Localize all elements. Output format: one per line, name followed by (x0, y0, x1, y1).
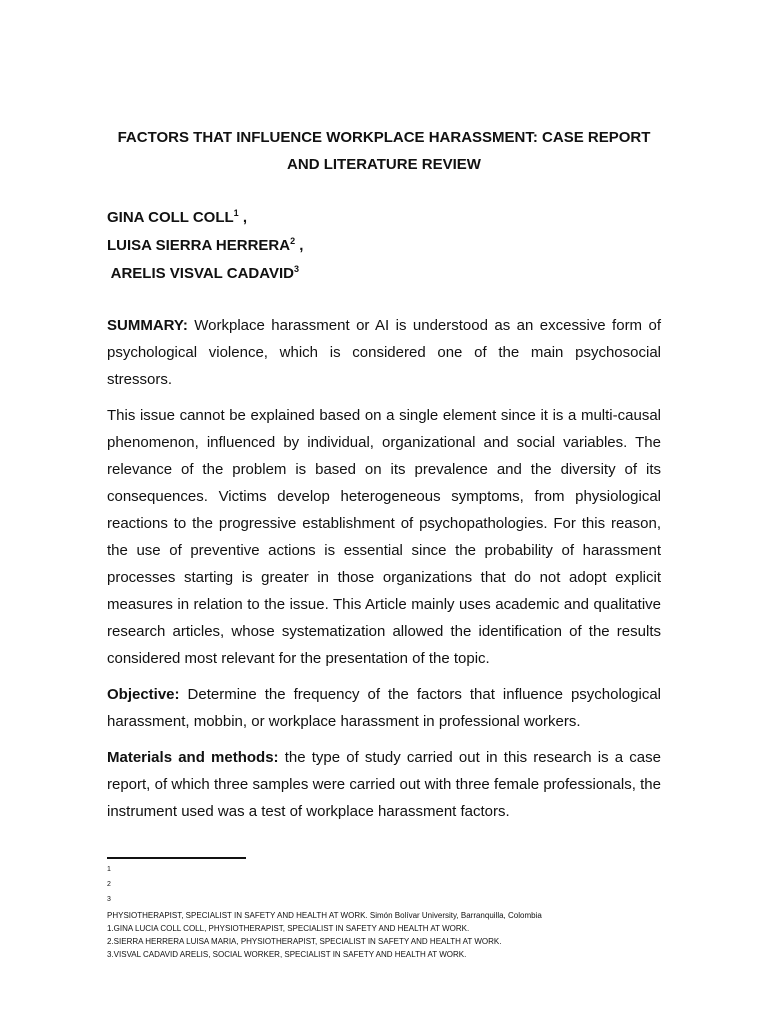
paper-title-line-1: FACTORS THAT INFLUENCE WORKPLACE HARASSMENT: CASE REPORT (117, 129, 651, 146)
footnote-affiliation: PHYSIOTHERAPIST, SPECIALIST IN SAFETY AND HEALTH AT WORK. Simón Bolívar University, Barranquilla, Colombia (107, 911, 542, 920)
summary-text: Workplace harassment or AI is understood as an excessive form of psychological violence, which is considered one of the main psychosocial stressors. (107, 317, 661, 388)
footnote-line-3: 3.VISVAL CADAVID ARELIS, SOCIAL WORKER, SPECIALIST IN SAFETY AND HEALTH AT WORK. (107, 950, 467, 959)
footnote-line-1: 1.GINA LUCIA COLL COLL, PHYSIOTHERAPIST, SPECIALIST IN SAFETY AND HEALTH AT WORK. (107, 924, 470, 933)
footnote-mark-3: 3 (107, 896, 111, 903)
footnote-marks (107, 862, 111, 907)
author-footnote-mark: 2 (290, 236, 296, 246)
summary-paragraph (107, 312, 661, 393)
objective-text: Determine the frequency of the factors that influence psychological harassment, mobbin, or workplace harassment in professional workers. (107, 686, 661, 730)
paper-title-line-2: AND LITERATURE REVIEW (287, 156, 481, 173)
paper-title (100, 124, 668, 178)
author-2 (107, 232, 667, 260)
author-name: LUISA SIERRA HERRERA (107, 237, 291, 254)
author-name: GINA COLL COLL (107, 209, 234, 226)
author-1 (107, 204, 667, 232)
footnotes (107, 909, 667, 961)
author-name: ARELIS VISVAL CADAVID (107, 265, 294, 282)
author-separator: , (295, 237, 304, 254)
materials-text: the type of study carried out in this research is a case report, of which three samples were carried out with three female professionals, the instrument used was a test of workplace harassment factors. (107, 749, 661, 820)
footnote-line-2: 2.SIERRA HERRERA LUISA MARIA, PHYSIOTHERAPIST, SPECIALIST IN SAFETY AND HEALTH AT WORK. (107, 937, 502, 946)
objective-paragraph (107, 681, 661, 735)
footnote-mark-1: 1 (107, 866, 111, 873)
objective-label: Objective: (107, 686, 180, 703)
materials-label: Materials and methods: (107, 749, 279, 766)
author-3 (107, 260, 667, 288)
author-footnote-mark: 1 (233, 208, 239, 218)
footnote-divider (107, 857, 246, 859)
summary-label: SUMMARY: (107, 317, 188, 334)
materials-paragraph (107, 744, 661, 825)
footnote-mark-2: 2 (107, 881, 111, 888)
author-list (107, 204, 667, 288)
author-footnote-mark: 3 (293, 264, 299, 274)
author-separator: , (238, 209, 248, 226)
issue-paragraph: This issue cannot be explained based on a single element since it is a multi-causal phenomenon, influenced by individual, organizational and social variables. The relevance of the problem is based on its prevalence and the diversity of its consequences. Victims develop heterogeneous symptoms, from physiological reactions to the progressive establishment of psychopathologies. For this reason, the use of preventive actions is essential since the probability of harassment processes starting is greater in those organizations that do not adopt explicit measures in relation to the issue. This Article mainly uses academic and qualitative research articles, whose systematization allowed the identification of the results considered most relevant for the presentation of the topic. (107, 407, 661, 667)
